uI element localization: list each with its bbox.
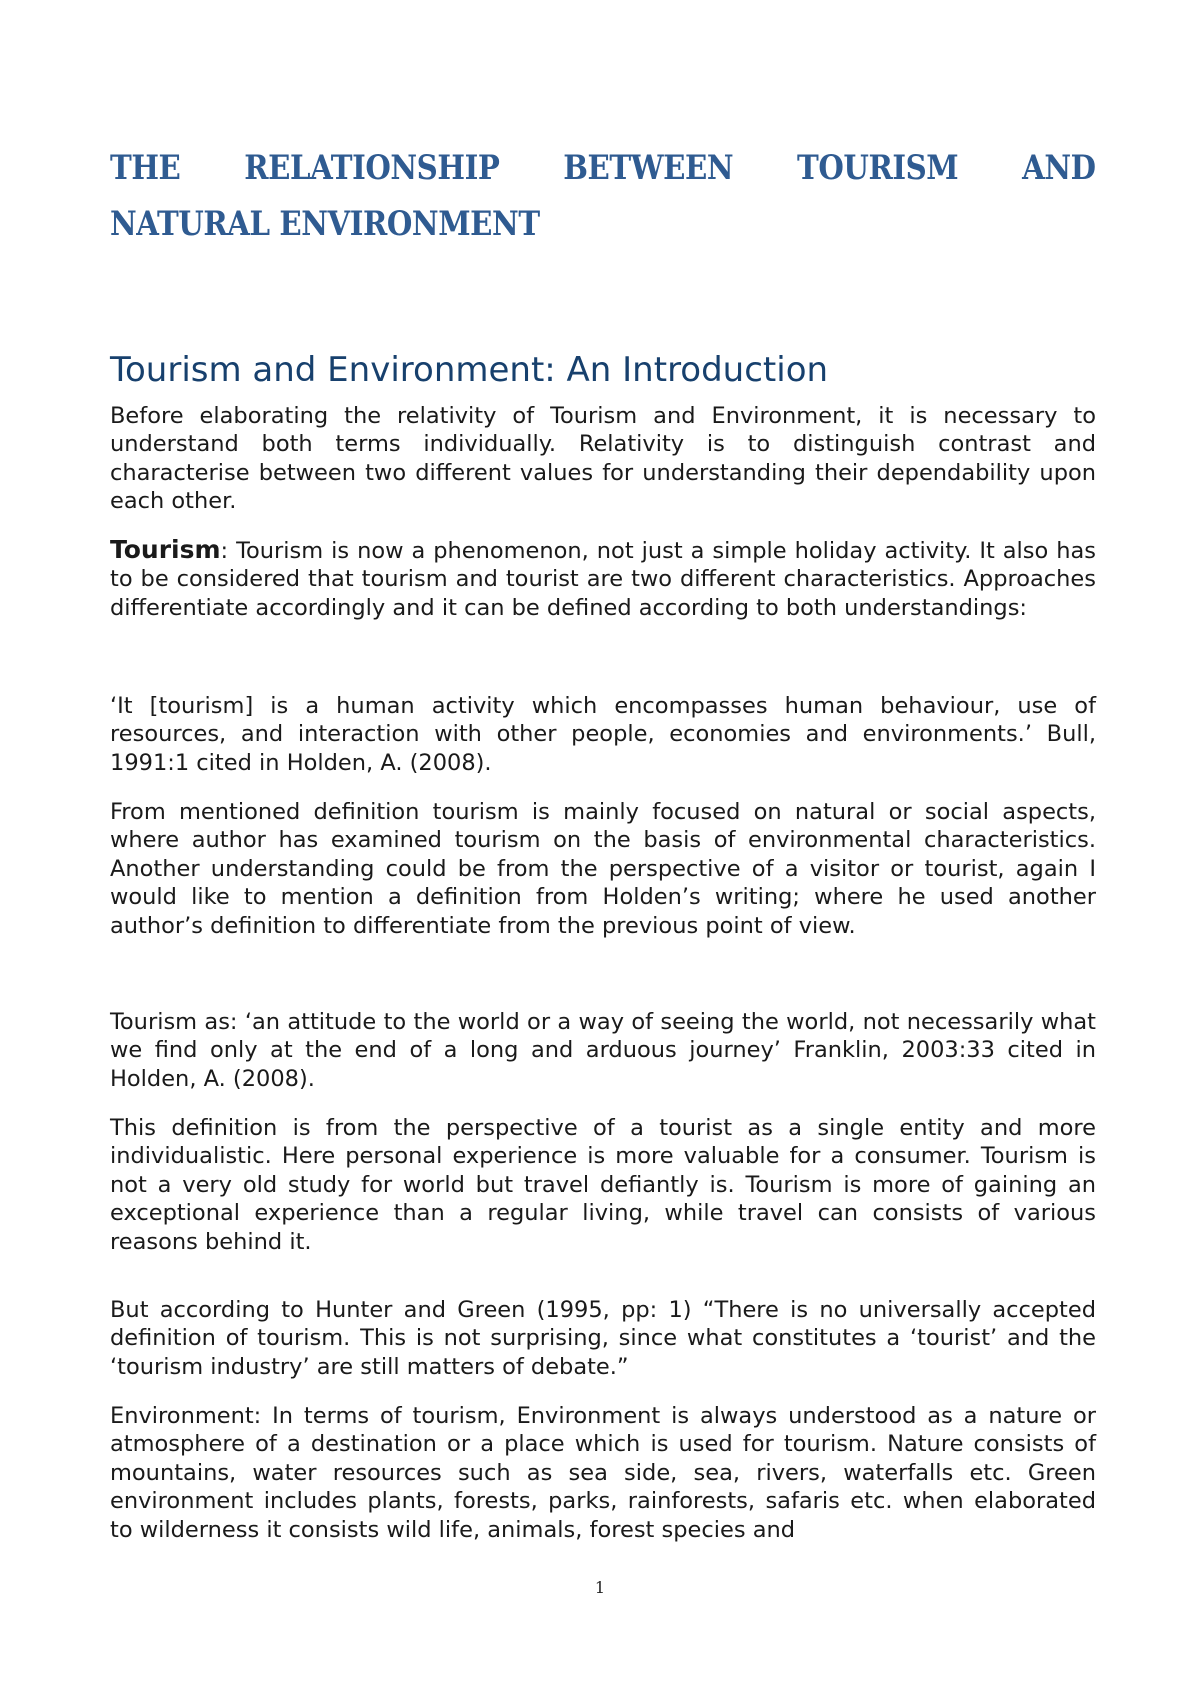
paragraph-bull-quote: ‘It [tourism] is a human activity which encompasses human behaviour, use of resources, and interaction with other people, economies and environments.’ Bull, 1991:1 cited in Holden, A. (2008). (110, 693, 1096, 776)
page-content (110, 140, 1096, 1543)
paragraph-tourism-text: : Tourism is now a phenomenon, not just a simple holiday activity. It also has to be considered that tourism and tourist are two different characteristics. Approaches differentiate accordingly and it can be defined according to both understandings: (110, 538, 1096, 621)
paragraph-intro: Before elaborating the relativity of Tourism and Environment, it is necessary to understand both terms individually. Relativity is to distinguish contrast and characterise between two different values for understanding their dependability upon each other. (110, 403, 1096, 515)
term-tourism: Tourism (110, 535, 221, 564)
paragraph-hunter-green: But according to Hunter and Green (1995, pp: 1) “There is no universally accepted definition of tourism. This is not surprising, since what constitutes a ‘tourist’ and the ‘tourism industry’ are still matters of debate.” (110, 1297, 1096, 1380)
paragraph-franklin-quote: Tourism as: ‘an attitude to the world or a way of seeing the world, not necessarily what we find only at the end of a long and arduous journey’ Franklin, 2003:33 cited in Holden, A. (2008). (110, 1009, 1096, 1092)
paragraph-tourism-definition (110, 536, 1096, 622)
section-heading: Tourism and Environment: An Introduction (110, 350, 829, 390)
title-line-1: THE RELATIONSHIP BETWEEN TOURISM AND (110, 148, 1096, 188)
document-title (110, 140, 1096, 252)
paragraph-mentioned-definition: From mentioned definition tourism is mainly focused on natural or social aspects, where author has examined tourism on the basis of environmental characteristics. Another understanding could be from the perspective of a visitor or tourist, again I would like to mention a definition from Holden’s writing; where he used another author’s definition to differentiate from the previous point of view. (110, 799, 1096, 939)
page-number: 1 (594, 1578, 606, 1597)
paragraph-perspective: This definition is from the perspective of a tourist as a single entity and more individualistic. Here personal experience is more valuable for a consumer. Tourism is not a very old study for world but travel defiantly is. Tourism is more of gaining an exceptional experience than a regular living, while travel can consists of various reasons behind it. (110, 1115, 1096, 1255)
paragraph-environment: Environment: In terms of tourism, Environment is always understood as a nature or atmosphere of a destination or a place which is used for tourism. Nature consists of mountains, water resources such as sea side, sea, rivers, waterfalls etc. Green environment includes plants, forests, parks, rainforests, safaris etc. when elaborated to wilderness it consists wild life, animals, forest species and (110, 1403, 1096, 1543)
title-line-2: NATURAL ENVIRONMENT (110, 204, 540, 244)
